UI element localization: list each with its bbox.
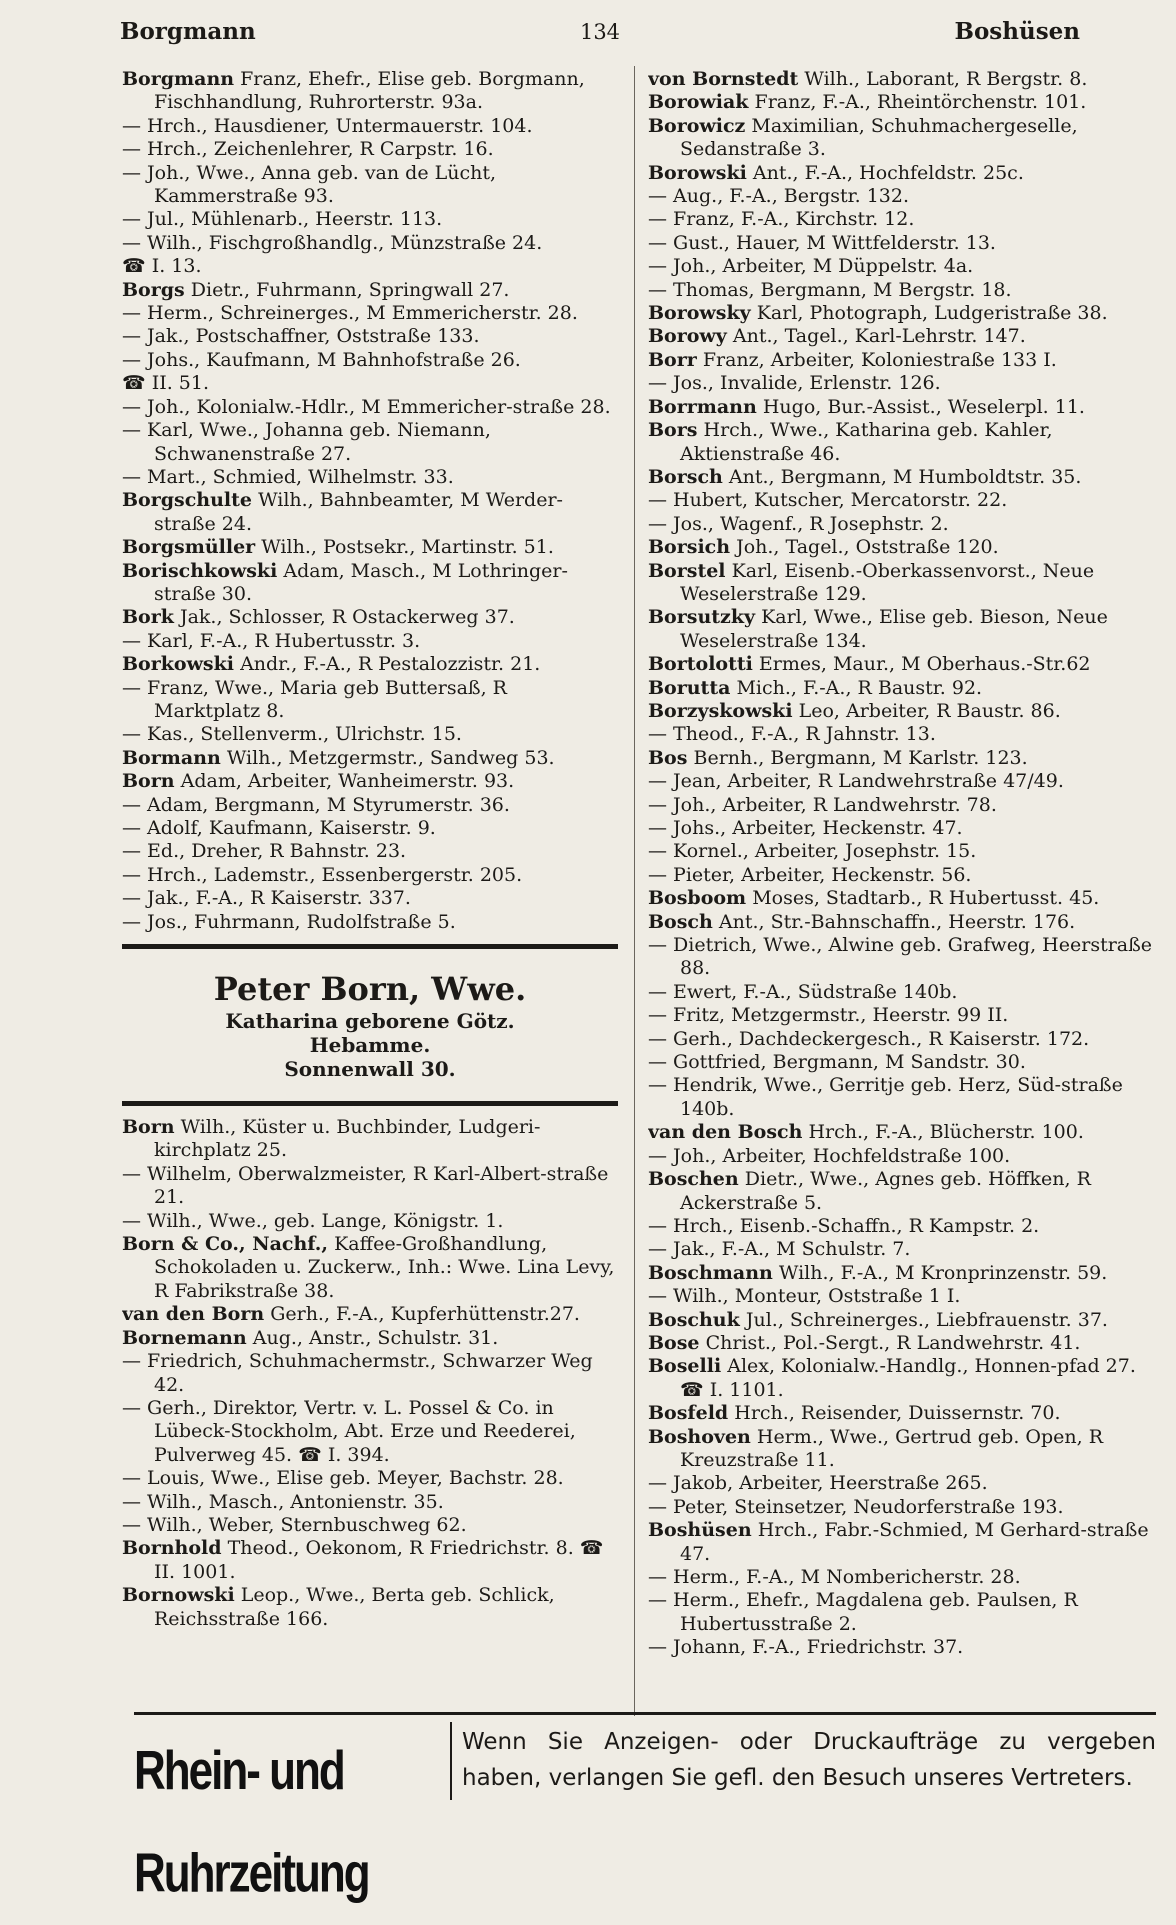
- entry-details: Alex, Kolonialw.-Handlg., Honnen-pfad 27. ☎ I. 1101.: [680, 1355, 1136, 1401]
- entry-details: Karl, Photograph, Ludgeristraße 38.: [756, 302, 1108, 325]
- directory-entry: [648, 817, 1156, 840]
- directory-entry: [648, 489, 1156, 512]
- directory-entry: [122, 1491, 618, 1514]
- entry-surname: Born: [122, 770, 175, 793]
- directory-entry: [648, 1636, 1156, 1659]
- directory-entry: [648, 1496, 1156, 1519]
- directory-entry: [648, 302, 1156, 325]
- entry-surname: Bork: [122, 606, 174, 629]
- directory-entry: [122, 466, 618, 489]
- ad-bottom-rule: [122, 1101, 618, 1106]
- directory-entry: [648, 1426, 1156, 1473]
- directory-entry: [648, 372, 1156, 395]
- entry-details: Kaffee-Großhandlung, Schokoladen u. Zuckerw., Inh.: Wwe. Lina Levy, R Fabrikstraße 38.: [154, 1233, 615, 1302]
- directory-entry: [648, 1285, 1156, 1308]
- entry-surname: Borsch: [648, 465, 723, 488]
- directory-entry: [122, 138, 618, 161]
- entry-surname: Borowicz: [648, 114, 746, 137]
- entry-details: Franz, Ehefr., Elise geb. Borgmann, Fischhandlung, Ruhrorterstr. 93a.: [154, 68, 585, 114]
- ad-line-1: Katharina geborene Götz.: [225, 1009, 515, 1034]
- directory-entry: [122, 606, 618, 629]
- directory-entry: [122, 1303, 618, 1326]
- directory-entry: [648, 255, 1156, 278]
- entry-details: — Jul., Mühlenarb., Heerstr. 113.: [122, 208, 443, 231]
- directory-entry: [122, 115, 618, 138]
- entry-details: — Gottfried, Bergmann, M Sandstr. 30.: [648, 1051, 1026, 1074]
- entry-details: — Ewert, F.-A., Südstraße 140b.: [648, 980, 958, 1003]
- footer-rule: [134, 1712, 1156, 1715]
- directory-entry: [122, 1163, 618, 1210]
- entry-details: — Franz, F.-A., Kirchstr. 12.: [648, 208, 915, 231]
- directory-entry: [648, 911, 1156, 934]
- directory-entry: [648, 1332, 1156, 1355]
- header-right-keyword: Boshüsen: [954, 18, 1080, 45]
- left-top-entries: [122, 68, 618, 934]
- directory-entry: [648, 91, 1156, 114]
- directory-entry: [122, 1467, 618, 1490]
- directory-entry: [122, 864, 618, 887]
- entry-details: — Gerh., Dachdeckergesch., R Kaiserstr. 172.: [648, 1027, 1090, 1050]
- directory-entry: [122, 302, 618, 325]
- entry-surname: Bosch: [648, 910, 713, 933]
- entry-surname: Borowiak: [648, 91, 749, 114]
- entry-details: Karl, Eisenb.-Oberkassenvorst., Neue Weselerstraße 129.: [680, 559, 1095, 605]
- entry-details: Dietr., Wwe., Agnes geb. Höffken, R Ackerstraße 5.: [680, 1168, 1091, 1214]
- entry-details: — Wilh., Fischgroßhandlg., Münzstraße 24.: [122, 231, 543, 254]
- entry-details: Mich., F.-A., R Baustr. 92.: [736, 676, 983, 699]
- entry-details: Gerh., F.-A., Kupferhüttenstr.27.: [270, 1303, 580, 1326]
- directory-entry: [648, 513, 1156, 536]
- directory-entry: [122, 536, 618, 559]
- directory-entry: [648, 1519, 1156, 1566]
- directory-entry: [122, 1397, 618, 1467]
- right-column: [648, 68, 1156, 1728]
- directory-entry: [648, 325, 1156, 348]
- entry-details: — Jak., Postschaffner, Oststraße 133.: [122, 325, 480, 348]
- directory-entry: [122, 1327, 618, 1350]
- directory-entry: [122, 419, 618, 466]
- entry-details: Hrch., Reisender, Duissernstr. 70.: [734, 1402, 1061, 1425]
- entry-details: — Adam, Bergmann, M Styrumerstr. 36.: [122, 793, 510, 816]
- entry-details: — Gerh., Direktor, Vertr. v. L. Possel & Co. in Lübeck-Stockholm, Abt. Erze und Reederei, Pulverweg 45. ☎ I. 394.: [122, 1396, 576, 1466]
- directory-entry: [648, 1566, 1156, 1589]
- directory-entry: [648, 185, 1156, 208]
- entry-details: — Wilhelm, Oberwalzmeister, R Karl-Albert-straße 21.: [122, 1162, 609, 1209]
- directory-entry: [122, 1116, 618, 1163]
- entry-surname: van den Bosch: [648, 1121, 803, 1144]
- entry-details: — Herm., F.-A., M Nombericherstr. 28.: [648, 1566, 1021, 1588]
- footer-separator: [450, 1722, 452, 1800]
- directory-entry: [648, 1402, 1156, 1425]
- entry-details: Leo, Arbeiter, R Baustr. 86.: [798, 699, 1061, 722]
- entry-details: Ermes, Maur., M Oberhaus.-Str.62: [758, 653, 1091, 676]
- entry-details: — Jos., Wagenf., R Josephstr. 2.: [648, 512, 949, 535]
- entry-details: — Wilh., Monteur, Oststraße 1 I.: [648, 1285, 961, 1308]
- entry-surname: van den Born: [122, 1303, 265, 1326]
- entry-surname: Bosfeld: [648, 1402, 729, 1425]
- directory-entry: [648, 770, 1156, 793]
- directory-entry: [122, 723, 618, 746]
- entry-details: Hrch., Wwe., Katharina geb. Kahler, Aktienstraße 46.: [680, 419, 1053, 465]
- directory-entry: [122, 1233, 618, 1303]
- entry-details: — Jak., F.-A., M Schulstr. 7.: [648, 1238, 911, 1261]
- directory-entry: [648, 723, 1156, 746]
- entry-details: — Aug., F.-A., Bergstr. 132.: [648, 185, 910, 208]
- directory-entry: [122, 770, 618, 793]
- entry-details: Ant., Tagel., Karl-Lehrstr. 147.: [732, 325, 1026, 348]
- entry-surname: Bornhold: [122, 1537, 222, 1560]
- entry-details: — Herm., Ehefr., Magdalena geb. Paulsen, R Hubertusstraße 2.: [648, 1589, 1078, 1635]
- directory-entry: [122, 677, 618, 724]
- directory-entry: [122, 372, 618, 395]
- entry-details: Herm., Wwe., Gertrud geb. Open, R Kreuzstraße 11.: [680, 1425, 1104, 1471]
- directory-entry: [648, 162, 1156, 185]
- directory-entry: [648, 1168, 1156, 1215]
- entry-details: Franz, Arbeiter, Koloniestraße 133 I.: [702, 348, 1057, 371]
- directory-entry: [648, 1589, 1156, 1636]
- entry-details: — Wilh., Weber, Sternbuschweg 62.: [122, 1513, 467, 1536]
- entry-details: — Friedrich, Schuhmachermstr., Schwarzer Weg 42.: [122, 1350, 593, 1396]
- page-number: 134: [579, 20, 621, 44]
- directory-entry: [648, 466, 1156, 489]
- directory-entry: [122, 630, 618, 653]
- entry-surname: Bortolotti: [648, 653, 753, 676]
- entry-details: ☎ II. 51.: [122, 372, 210, 395]
- directory-entry: [648, 232, 1156, 255]
- entry-details: — Adolf, Kaufmann, Kaiserstr. 9.: [122, 817, 436, 839]
- entry-surname: Boschmann: [648, 1261, 773, 1284]
- directory-entry: [122, 489, 618, 536]
- directory-entry: [122, 560, 618, 607]
- directory-entry: [122, 162, 618, 209]
- entry-details: Wilh., Küster u. Buchbinder, Ludgeri-kirchplatz 25.: [154, 1116, 541, 1162]
- entry-details: — Hrch., Lademstr., Essenbergerstr. 205.: [122, 863, 523, 886]
- entry-surname: Boschuk: [648, 1308, 740, 1331]
- directory-entry: [122, 68, 618, 115]
- directory-entry: [122, 1537, 618, 1584]
- directory-entry: [648, 864, 1156, 887]
- entry-details: Wilh., Laborant, R Bergstr. 8.: [804, 68, 1088, 90]
- entry-details: — Joh., Arbeiter, M Düppelstr. 4a.: [648, 255, 974, 278]
- entry-surname: Born & Co., Nachf.,: [122, 1233, 329, 1256]
- directory-entry: [122, 255, 618, 278]
- directory-entry: [122, 279, 618, 302]
- entry-details: Dietr., Fuhrmann, Springwall 27.: [190, 278, 510, 301]
- entry-details: Theod., Oekonom, R Friedrichstr. 8. ☎ II. 1001.: [154, 1537, 604, 1583]
- entry-details: Bernh., Bergmann, M Karlstr. 123.: [693, 746, 1028, 769]
- entry-surname: Borischkowski: [122, 559, 278, 582]
- directory-entry: [648, 840, 1156, 863]
- footer-text: Wenn Sie Anzeigen- oder Druckaufträge zu vergeben haben, verlangen Sie gefl. den Besuch unseres Vertreters.: [462, 1729, 1156, 1791]
- entry-details: — Dietrich, Wwe., Alwine geb. Grafweg, Heerstraße 88.: [648, 934, 1153, 980]
- directory-entry: [122, 1514, 618, 1537]
- entry-details: — Johs., Kaufmann, M Bahnhofstraße 26.: [122, 348, 521, 371]
- directory-entry: [122, 911, 618, 934]
- entry-details: — Jak., F.-A., R Kaiserstr. 337.: [122, 887, 411, 910]
- entry-details: — Wilh., Masch., Antonienstr. 35.: [122, 1490, 444, 1513]
- directory-entry: [648, 1355, 1156, 1402]
- entry-details: Wilh., Bahnbeamter, M Werder-straße 24.: [154, 489, 563, 535]
- entry-details: — Jakob, Arbeiter, Heerstraße 265.: [648, 1472, 988, 1495]
- directory-entry: [648, 115, 1156, 162]
- entry-details: — Hrch., Zeichenlehrer, R Carpstr. 16.: [122, 138, 494, 161]
- entry-details: — Joh., Arbeiter, R Landwehrstr. 78.: [648, 793, 997, 816]
- directory-entry: [122, 747, 618, 770]
- entry-details: Hugo, Bur.-Assist., Weselerpl. 11.: [762, 395, 1085, 418]
- directory-entry: [648, 1074, 1156, 1121]
- entry-surname: Bornemann: [122, 1326, 247, 1349]
- entry-surname: Borkowski: [122, 653, 235, 676]
- entry-details: — Louis, Wwe., Elise geb. Meyer, Bachstr. 28.: [122, 1467, 564, 1490]
- entry-details: Moses, Stadtarb., R Hubertusst. 45.: [752, 887, 1100, 910]
- entry-details: Hrch., F.-A., Blücherstr. 100.: [808, 1121, 1084, 1144]
- directory-entry: [122, 653, 618, 676]
- entry-details: — Mart., Schmied, Wilhelmstr. 33.: [122, 465, 454, 488]
- directory-entry: [648, 349, 1156, 372]
- directory-entry: [122, 396, 618, 419]
- entry-surname: Bors: [648, 419, 698, 442]
- entry-surname: Boshoven: [648, 1425, 751, 1448]
- directory-entry: [648, 536, 1156, 559]
- entry-surname: Borowsky: [648, 302, 751, 325]
- directory-entry: [648, 1472, 1156, 1495]
- entry-details: — Jean, Arbeiter, R Landwehrstraße 47/49.: [648, 770, 1064, 793]
- entry-details: — Thomas, Bergmann, M Bergstr. 18.: [648, 278, 1012, 301]
- entry-surname: von Bornstedt: [648, 68, 799, 90]
- entry-details: — Franz, Wwe., Maria geb Buttersaß, R Marktplatz 8.: [122, 676, 507, 722]
- entry-details: Adam, Masch., M Lothringer-straße 30.: [154, 559, 568, 605]
- entry-details: — Joh., Kolonialw.-Hdlr., M Emmericher-straße 28.: [122, 395, 611, 418]
- entry-surname: Boschen: [648, 1168, 739, 1191]
- directory-entry: [648, 560, 1156, 607]
- entry-details: — Johann, F.-A., Friedrichstr. 37.: [648, 1636, 964, 1659]
- directory-entry: [648, 653, 1156, 676]
- directory-entry: [122, 794, 618, 817]
- entry-surname: Borrmann: [648, 395, 757, 418]
- entry-surname: Bosboom: [648, 887, 747, 910]
- entry-surname: Boshüsen: [648, 1519, 752, 1542]
- directory-entry: [648, 934, 1156, 981]
- entry-surname: Born: [122, 1116, 175, 1139]
- directory-entry: [648, 68, 1156, 91]
- entry-details: — Hendrik, Wwe., Gerritje geb. Herz, Süd-straße 140b.: [648, 1074, 1123, 1120]
- left-bottom-entries: [122, 1116, 618, 1631]
- entry-details: Jak., Schlosser, R Ostackerweg 37.: [179, 606, 515, 629]
- directory-entry: [122, 817, 618, 840]
- entry-details: — Herm., Schreinerges., M Emmericherstr. 28.: [122, 302, 578, 325]
- entry-surname: Bormann: [122, 746, 221, 769]
- entry-surname: Borowy: [648, 325, 727, 348]
- directory-entry: [122, 1350, 618, 1397]
- entry-surname: Boselli: [648, 1355, 722, 1378]
- directory-entry: [648, 747, 1156, 770]
- entry-details: — Joh., Wwe., Anna geb. van de Lücht, Kammerstraße 93.: [122, 161, 497, 208]
- entry-details: — Hrch., Hausdiener, Untermauerstr. 104.: [122, 114, 533, 137]
- entry-details: — Karl, Wwe., Johanna geb. Niemann, Schwanenstraße 27.: [122, 419, 491, 465]
- entry-details: — Kas., Stellenverm., Ulrichstr. 15.: [122, 723, 462, 746]
- ad-title: Peter Born, Wwe.: [213, 970, 527, 1009]
- entry-surname: Borutta: [648, 676, 731, 699]
- directory-entry: [648, 677, 1156, 700]
- entry-details: ☎ I. 13.: [122, 255, 202, 278]
- entry-details: Wilh., F.-A., M Kronprinzenstr. 59.: [778, 1261, 1108, 1284]
- entry-details: Christ., Pol.-Sergt., R Landwehrstr. 41.: [705, 1331, 1081, 1354]
- entry-details: Leop., Wwe., Berta geb. Schlick, Reichsstraße 166.: [154, 1584, 555, 1630]
- entry-surname: Borgs: [122, 278, 185, 301]
- directory-entry: [648, 1238, 1156, 1261]
- entry-details: — Kornel., Arbeiter, Josephstr. 15.: [648, 840, 977, 863]
- entry-details: Ant., Str.-Bahnschaffn., Heerstr. 176.: [718, 910, 1076, 933]
- column-divider: [634, 66, 635, 1716]
- page-header: [120, 18, 1080, 52]
- entry-surname: Borzyskowski: [648, 699, 793, 722]
- entry-surname: Bos: [648, 746, 688, 769]
- directory-entry: [122, 325, 618, 348]
- entry-details: — Hrch., Eisenb.-Schaffn., R Kampstr. 2.: [648, 1214, 1040, 1237]
- entry-details: Aug., Anstr., Schulstr. 31.: [252, 1326, 499, 1349]
- entry-details: — Johs., Arbeiter, Heckenstr. 47.: [648, 817, 963, 839]
- entry-details: — Theod., F.-A., R Jahnstr. 13.: [648, 723, 936, 746]
- directory-entry: [122, 349, 618, 372]
- directory-entry: [648, 1028, 1156, 1051]
- directory-entry: [648, 981, 1156, 1004]
- directory-entry: [648, 1262, 1156, 1285]
- directory-entry: [648, 1145, 1156, 1168]
- directory-entry: [648, 396, 1156, 419]
- entry-details: Jul., Schreinerges., Liebfrauenstr. 37.: [745, 1308, 1108, 1331]
- entry-details: Ant., F.-A., Hochfeldstr. 25c.: [752, 161, 1024, 184]
- entry-surname: Borsich: [648, 536, 731, 559]
- right-entries: [648, 68, 1156, 1660]
- entry-details: Franz, F.-A., Rheintörchenstr. 101.: [754, 91, 1087, 114]
- directory-entry: [648, 887, 1156, 910]
- directory-entry: [648, 208, 1156, 231]
- entry-details: — Peter, Steinsetzer, Neudorferstraße 193.: [648, 1495, 1064, 1518]
- directory-entry: [648, 1309, 1156, 1332]
- ad-line-2: Hebamme.: [309, 1033, 431, 1058]
- entry-surname: Borstel: [648, 559, 726, 582]
- entry-surname: Bose: [648, 1331, 700, 1354]
- directory-entry: [122, 208, 618, 231]
- directory-entry: [648, 419, 1156, 466]
- entry-details: — Wilh., Wwe., geb. Lange, Königstr. 1.: [122, 1209, 504, 1232]
- entry-surname: Borgsmüller: [122, 536, 256, 559]
- directory-entry: [122, 1210, 618, 1233]
- entry-details: Ant., Bergmann, M Humboldtstr. 35.: [728, 465, 1082, 488]
- entry-details: — Ed., Dreher, R Bahnstr. 23.: [122, 840, 407, 863]
- directory-entry: [648, 700, 1156, 723]
- directory-entry: [122, 232, 618, 255]
- entry-details: Hrch., Fabr.-Schmied, M Gerhard-straße 47.: [680, 1519, 1149, 1565]
- entry-details: Karl, Wwe., Elise geb. Bieson, Neue Weselerstraße 134.: [680, 606, 1108, 652]
- entry-details: — Jos., Fuhrmann, Rudolfstraße 5.: [122, 910, 456, 933]
- directory-entry: [648, 1004, 1156, 1027]
- footer-advertisement: [134, 1720, 1156, 1904]
- directory-entry: [648, 1215, 1156, 1238]
- left-column: [122, 68, 618, 1703]
- ad-line-3: Sonnenwall 30.: [284, 1057, 456, 1082]
- entry-details: — Gust., Hauer, M Wittfelderstr. 13.: [648, 231, 996, 254]
- entry-surname: Borowski: [648, 161, 747, 184]
- entry-details: Adam, Arbeiter, Wanheimerstr. 93.: [180, 770, 515, 793]
- entry-details: — Hubert, Kutscher, Mercatorstr. 22.: [648, 489, 1008, 512]
- entry-details: — Joh., Arbeiter, Hochfeldstraße 100.: [648, 1144, 1011, 1167]
- directory-entry: [122, 840, 618, 863]
- entry-details: — Karl, F.-A., R Hubertusstr. 3.: [122, 629, 421, 652]
- directory-entry: [648, 794, 1156, 817]
- directory-entry: [122, 887, 618, 910]
- entry-details: Wilh., Postsekr., Martinstr. 51.: [261, 536, 554, 559]
- entry-details: — Jos., Invalide, Erlenstr. 126.: [648, 372, 941, 395]
- entry-surname: Borgschulte: [122, 489, 253, 512]
- entry-details: Joh., Tagel., Oststraße 120.: [736, 536, 999, 559]
- directory-entry: [648, 606, 1156, 653]
- entry-surname: Bornowski: [122, 1584, 235, 1607]
- entry-surname: Borgmann: [122, 68, 235, 90]
- entry-details: Wilh., Metzgermstr., Sandweg 53.: [226, 746, 555, 769]
- header-left-keyword: Borgmann: [120, 18, 256, 45]
- newspaper-logo: Rhein- und Ruhrzeitung: [134, 1740, 369, 1904]
- entry-details: Andr., F.-A., R Pestalozzistr. 21.: [240, 653, 541, 676]
- directory-entry: [648, 1121, 1156, 1144]
- entry-details: — Fritz, Metzgermstr., Heerstr. 99 II.: [648, 1004, 1009, 1027]
- entry-details: — Pieter, Arbeiter, Heckenstr. 56.: [648, 863, 972, 886]
- entry-details: Maximilian, Schuhmachergeselle, Sedanstraße 3.: [680, 114, 1078, 161]
- directory-entry: [122, 1584, 618, 1631]
- directory-entry: [648, 1051, 1156, 1074]
- entry-surname: Borr: [648, 348, 697, 371]
- entry-surname: Borsutzky: [648, 606, 756, 629]
- directory-entry: [648, 279, 1156, 302]
- advertisement-box: [122, 944, 618, 1106]
